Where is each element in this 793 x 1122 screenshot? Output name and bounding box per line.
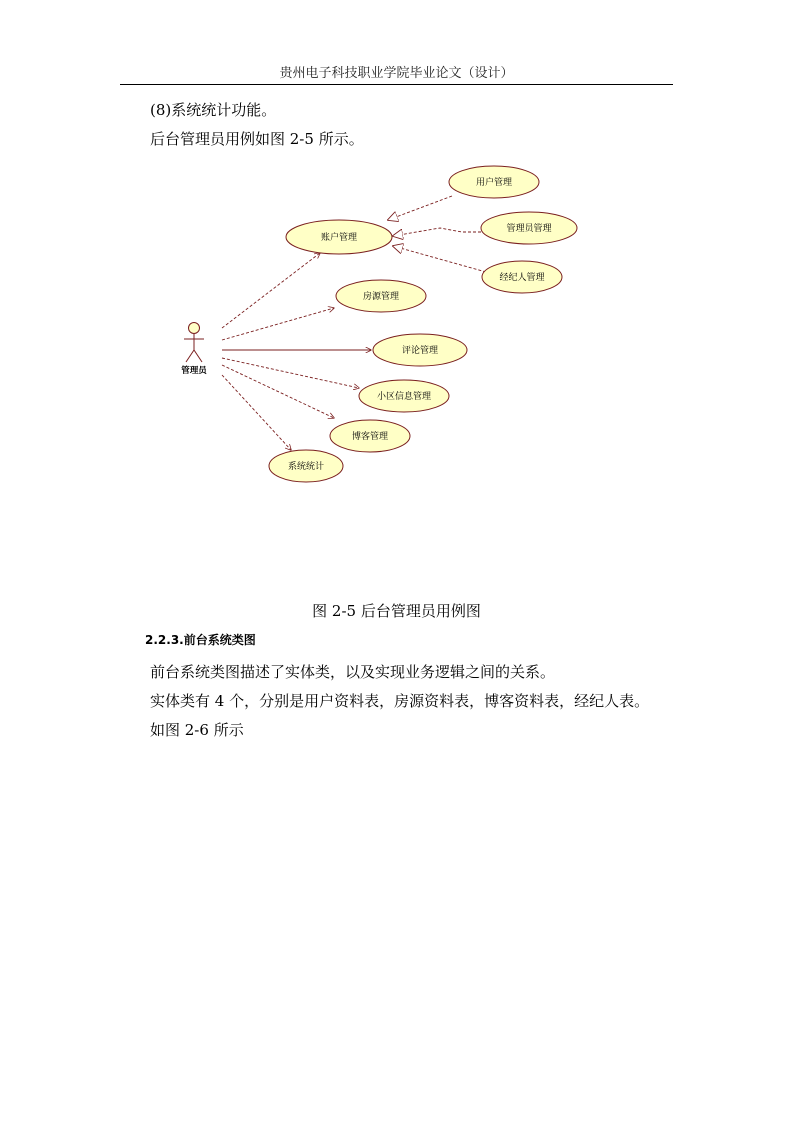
actor-administrator (184, 323, 204, 363)
generalize-user (388, 196, 452, 220)
section-line-1: 前台系统类图描述了实体类，以及实现业务逻辑之间的关系。 (150, 663, 556, 681)
usecase-admin (481, 212, 577, 244)
usecase-admin-label: 管理员管理 (506, 224, 552, 234)
usecase-blog (330, 420, 410, 452)
page-header-title: 贵州电子科技职业学院毕业论文（设计） (279, 66, 514, 81)
section-heading: 2.2.3.前台系统类图 (145, 633, 256, 647)
figure-caption: 图 2-5 后台管理员用例图 (312, 602, 481, 620)
actor-label: 管理员 (181, 366, 207, 376)
intro-line-1: (8)系统统计功能。 (150, 101, 277, 119)
intro-line-2: 后台管理员用例如图 2-5 所示。 (150, 130, 364, 148)
usecase-house (336, 280, 426, 312)
assoc-community (222, 358, 359, 388)
usecase-community-label: 小区信息管理 (376, 392, 432, 402)
usecase-comment-label: 评论管理 (401, 346, 439, 356)
usecase-comment (373, 334, 467, 366)
usecase-agent (482, 261, 562, 293)
usecase-house-label: 房源管理 (362, 292, 400, 302)
usecase-stats (269, 450, 343, 482)
usecase-user-label: 用户管理 (475, 178, 513, 188)
usecase-community (359, 380, 449, 412)
assoc-blog (222, 365, 334, 418)
assoc-stats (222, 375, 291, 450)
generalize-agent (393, 246, 486, 272)
usecase-account (286, 220, 392, 254)
section-line-3: 如图 2-6 所示 (150, 721, 244, 739)
usecase-stats-label: 系统统计 (287, 462, 325, 472)
usecase-agent-label: 经纪人管理 (499, 273, 545, 283)
assoc-account (222, 253, 320, 328)
assoc-house (222, 308, 334, 340)
usecase-blog-label: 博客管理 (351, 432, 389, 442)
generalize-admin (393, 228, 486, 236)
usecase-account-label: 账户管理 (320, 233, 358, 243)
usecase-user (449, 166, 539, 198)
section-line-2: 实体类有 4 个，分别是用户资料表，房源资料表，博客资料表，经纪人表。 (150, 692, 650, 710)
